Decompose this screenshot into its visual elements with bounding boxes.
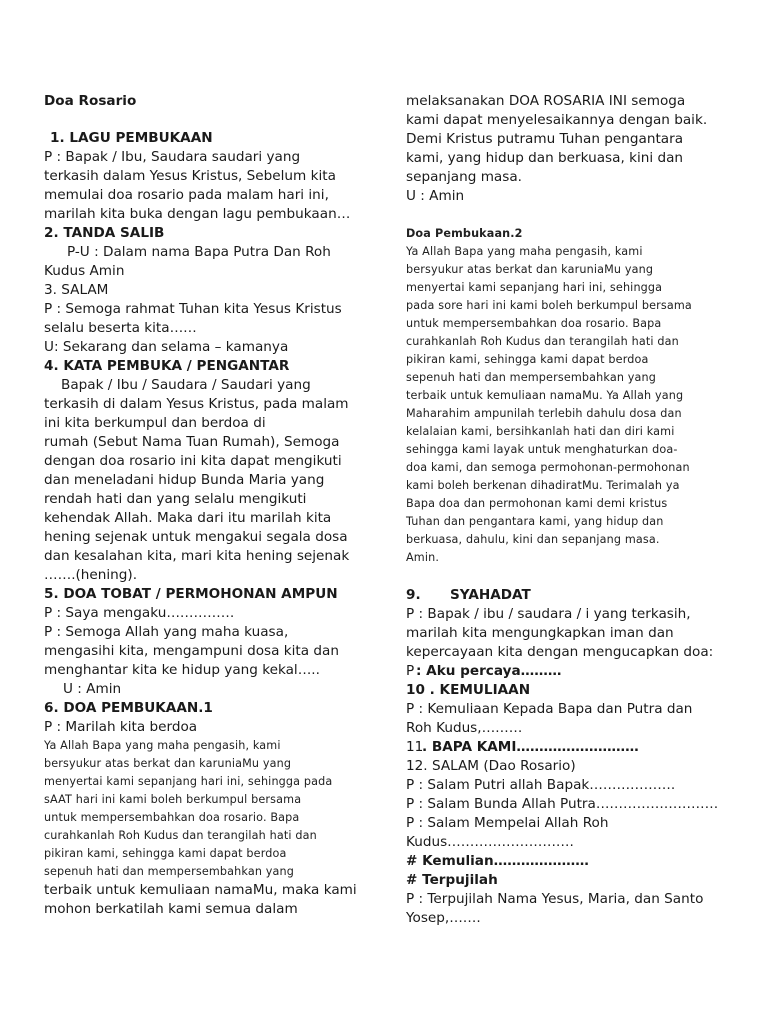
text-line: …….(hening). (44, 567, 138, 583)
text-line: pada sore hari ini kami boleh berkumpul bersama (406, 299, 692, 312)
text-line: hening sejenak untuk mengakui segala dosa (44, 529, 348, 545)
text-line: kami, yang hidup dan berkuasa, kini dan (406, 150, 684, 166)
text-line: 12. SALAM (Dao Rosario) (406, 758, 576, 774)
text-line: Kudus Amin (44, 263, 125, 279)
text-line: Yosep,……. (406, 910, 481, 926)
text-line: doa kami, dan semoga permohonan-permohonan (406, 461, 690, 474)
text-line: marilah kita mengungkapkan iman dan (406, 625, 674, 641)
text-line: pikiran kami, sehingga kami dapat berdoa (406, 353, 649, 366)
text-line: P-U : Dalam nama Bapa Putra Dan Roh (67, 244, 331, 260)
text-line: mengasihi kita, mengampuni dosa kita dan (44, 643, 339, 659)
text-line: 5. DOA TOBAT / PERMOHONAN AMPUN (44, 586, 338, 602)
text-line: kehendak Allah. Maka dari itu marilah kita (44, 510, 332, 526)
text-line: P : Salam Putri allah Bapak………………. (406, 777, 676, 793)
text-line: bersyukur atas berkat dan karuniaMu yang (44, 757, 292, 770)
text-line: P : Salam Mempelai Allah Roh (406, 815, 609, 831)
text-line: rumah (Sebut Nama Tuan Rumah), Semoga (44, 434, 340, 450)
text-line: 1. LAGU PEMBUKAAN (50, 130, 213, 146)
text-line: P : Terpujilah Nama Yesus, Maria, dan Santo (406, 891, 704, 907)
text-line: Demi Kristus putramu Tuhan pengantara (406, 131, 684, 147)
text-line: P : Salam Bunda Allah Putra……………………… (406, 796, 719, 812)
text-line: bersyukur atas berkat dan karuniaMu yang (406, 263, 654, 276)
text-line: P : Marilah kita berdoa (44, 719, 198, 735)
text-line: P : Bapak / Ibu, Saudara saudari yang (44, 149, 301, 165)
text-line: untuk mempersembahkan doa rosario. Bapa (44, 811, 300, 824)
text-line: kelalaian kami, bersihkanlah hati dan diri kami (406, 425, 675, 438)
text-line: Bapak / Ibu / Saudara / Saudari yang (61, 377, 311, 393)
text-line: 11 (406, 739, 424, 755)
text-line: dan meneladani hidup Bunda Maria yang (44, 472, 325, 488)
text-line: SYAHADAT (450, 587, 531, 603)
text-line: mohon berkatilah kami semua dalam (44, 901, 298, 917)
text-line: menyertai kami sepanjang hari ini, sehingga (406, 281, 663, 294)
text-line: # Kemulian………………… (406, 853, 589, 869)
text-line: # Terpujilah (406, 872, 498, 888)
text-line: : Aku percaya……… (416, 663, 562, 679)
text-line: kami boleh berkenan dihadiratMu. Terimalah ya (406, 479, 680, 492)
text-line: . BAPA KAMI……………………… (422, 739, 639, 755)
text-line: terbaik untuk kemuliaan namaMu, maka kami (44, 882, 357, 898)
text-line: sepenuh hati dan mempersembahkan yang (44, 865, 295, 878)
text-line: berkuasa, dahulu, kini dan sepanjang masa. (406, 533, 660, 546)
text-line: terkasih di dalam Yesus Kristus, pada malam (44, 396, 349, 412)
text-line: rendah hati dan yang selalu mengikuti (44, 491, 307, 507)
text-line: sepenuh hati dan mempersembahkan yang (406, 371, 657, 384)
text-line: menyertai kami sepanjang hari ini, sehingga pada (44, 775, 333, 788)
text-line: P : Semoga Allah yang maha kuasa, (44, 624, 289, 640)
text-line: Ya Allah Bapa yang maha pengasih, kami (406, 245, 643, 258)
text-line: Kudus………………………. (406, 834, 574, 850)
text-line: dan kesalahan kita, mari kita hening sejenak (44, 548, 350, 564)
text-line: 2. TANDA SALIB (44, 225, 165, 241)
text-line: U : Amin (63, 681, 122, 697)
text-line: sehingga kami layak untuk menghaturkan doa- (406, 443, 678, 456)
text-line: untuk mempersembahkan doa rosario. Bapa (406, 317, 662, 330)
text-line: sepanjang masa. (406, 169, 522, 185)
text-line: 4. KATA PEMBUKA / PENGANTAR (44, 358, 290, 374)
text-line: P (406, 663, 415, 679)
text-line: P : Kemuliaan Kepada Bapa dan Putra dan (406, 701, 693, 717)
text-line: Ya Allah Bapa yang maha pengasih, kami (44, 739, 281, 752)
text-line: dengan doa rosario ini kita dapat mengikuti (44, 453, 342, 469)
text-line: P : Saya mengaku…………… (44, 605, 235, 621)
text-line: curahkanlah Roh Kudus dan terangilah hati dan (44, 829, 317, 842)
text-line: sAAT hari ini kami boleh berkumpul bersama (44, 793, 302, 806)
text-line: menghantar kita ke hidup yang kekal….. (44, 662, 320, 678)
text-line: U : Amin (406, 188, 465, 204)
text-line: 9. (406, 587, 421, 603)
text-line: marilah kita buka dengan lagu pembukaan… (44, 206, 351, 222)
text-line: 10 . KEMULIAAN (406, 682, 531, 698)
text-line: curahkanlah Roh Kudus dan terangilah hati dan (406, 335, 679, 348)
text-line: 3. SALAM (44, 282, 109, 298)
text-line: terbaik untuk kemuliaan namaMu. Ya Allah yang (406, 389, 684, 402)
text-line: ini kita berkumpul dan berdoa di (44, 415, 266, 431)
text-line: memulai doa rosario pada malam hari ini, (44, 187, 329, 203)
text-line: selalu beserta kita…… (44, 320, 197, 336)
text-line: Roh Kudus,……… (406, 720, 523, 736)
text-line: Tuhan dan pengantara kami, yang hidup dan (406, 515, 664, 528)
text-line: Doa Pembukaan.2 (406, 227, 523, 240)
text-line: Amin. (406, 551, 440, 564)
text-line: Maharahim ampunilah terlebih dahulu dosa dan (406, 407, 682, 420)
text-line: U: Sekarang dan selama – kamanya (44, 339, 289, 355)
text-line: 6. DOA PEMBUKAAN.1 (44, 700, 213, 716)
text-line: Doa Rosario (44, 93, 137, 109)
text-line: P : Bapak / ibu / saudara / i yang terkasih, (406, 606, 691, 622)
text-line: Bapa doa dan permohonan kami demi kristus (406, 497, 668, 510)
text-line: P : Semoga rahmat Tuhan kita Yesus Kristus (44, 301, 342, 317)
text-line: melaksanakan DOA ROSARIA INI semoga (406, 93, 686, 109)
text-line: pikiran kami, sehingga kami dapat berdoa (44, 847, 287, 860)
text-line: terkasih dalam Yesus Kristus, Sebelum kita (44, 168, 336, 184)
text-line: kepercayaan kita dengan mengucapkan doa: (406, 644, 714, 660)
text-line: kami dapat menyelesaikannya dengan baik. (406, 112, 708, 128)
